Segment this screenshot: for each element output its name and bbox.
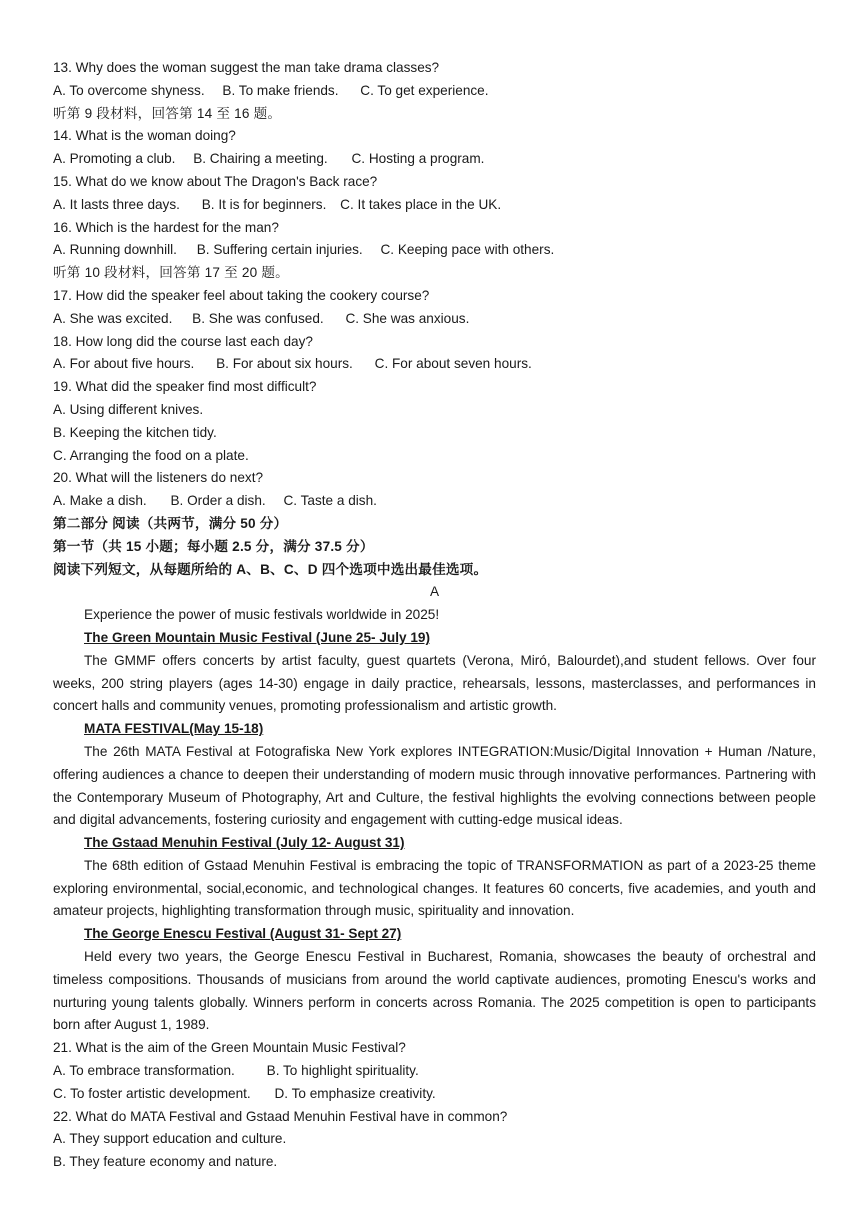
option-22-b: B. They feature economy and nature. xyxy=(53,1154,278,1170)
question-22: 22. What do MATA Festival and Gstaad Menuhin Festival have in common? xyxy=(53,1108,508,1124)
option-20-a: A. Make a dish. xyxy=(53,493,147,509)
option-21-c: C. To foster artistic development. xyxy=(53,1085,251,1101)
question-20: 20. What will the listeners do next? xyxy=(53,470,264,486)
option-18-b: B. For about six hours. xyxy=(216,356,353,372)
festival-text-mata: The 26th MATA Festival at Fotografiska New York explores INTEGRATION:Music/Digital Innovation + Human /Nature, offering audiences a chance to deepen their understanding of modern music through innovative performances. Partnering with the Contemporary Museum of Photography, Art and Culture, the festival highlights the evolving connections between people and digital advancements, fostering curiosity and engagement with cutting-edge musical ideas. xyxy=(53,743,816,828)
reading-part-title: 第二部分 阅读（共两节，满分 50 分） xyxy=(53,515,288,531)
festival-title-green-mountain: The Green Mountain Music Festival (June 25- July 19) xyxy=(84,629,430,645)
question-19: 19. What did the speaker find most difficult? xyxy=(53,379,317,395)
option-21-d: D. To emphasize creativity. xyxy=(274,1085,436,1101)
reading-section-title: 第一节（共 15 小题；每小题 2.5 分，满分 37.5 分） xyxy=(53,538,374,554)
reading-instructions: 阅读下列短文，从每题所给的 A、B、C、D 四个选项中选出最佳选项。 xyxy=(53,561,488,577)
options-21-row2 xyxy=(53,1083,816,1106)
option-13-a: A. To overcome shyness. xyxy=(53,82,205,98)
option-17-c: C. She was anxious. xyxy=(345,310,470,326)
option-21-b: B. To highlight spirituality. xyxy=(266,1063,419,1079)
option-18-c: C. For about seven hours. xyxy=(374,356,532,372)
option-16-b: B. Suffering certain injuries. xyxy=(196,242,363,258)
options-14 xyxy=(53,148,816,171)
festival-text-enescu: Held every two years, the George Enescu Festival in Bucharest, Romania, showcases the beauty of orchestral and timeless compositions. Thousands of musicians from around the world captivate audiences, promoting Enescu's works and nurturing young talents globally. Winners perform in concerts across Romania. The 2025 competition is open to participants born after August 1, 1989. xyxy=(53,949,816,1033)
option-17-b: B. She was confused. xyxy=(192,310,324,326)
option-21-a: A. To embrace transformation. xyxy=(53,1063,235,1079)
option-14-a: A. Promoting a club. xyxy=(53,151,176,167)
options-16 xyxy=(53,239,816,262)
option-20-c: C. Taste a dish. xyxy=(283,493,377,509)
question-14: 14. What is the woman doing? xyxy=(53,128,236,144)
option-16-c: C. Keeping pace with others. xyxy=(380,242,555,258)
passage-label: A xyxy=(429,584,440,600)
option-19-b: B. Keeping the kitchen tidy. xyxy=(53,424,217,440)
festival-text-green-mountain: The GMMF offers concerts by artist faculty, guest quartets (Verona, Miró, Balourdet),and student fellows. Over four weeks, 200 string players (ages 14-30) engage in daily practice, rehearsals, lessons, masterclasses, and performances in concert halls and community venues, promoting professionalism and artistic growth. xyxy=(53,652,816,714)
festival-title-gstaad: The Gstaad Menuhin Festival (July 12- August 31) xyxy=(84,835,405,851)
option-15-a: A. It lasts three days. xyxy=(53,196,180,212)
option-14-b: B. Chairing a meeting. xyxy=(193,151,328,167)
question-21: 21. What is the aim of the Green Mountain Music Festival? xyxy=(53,1040,406,1056)
options-18 xyxy=(53,353,816,376)
options-15 xyxy=(53,194,816,217)
section-10-heading: 听第 10 段材料，回答第 17 至 20 题。 xyxy=(53,265,289,281)
option-16-a: A. Running downhill. xyxy=(53,242,177,258)
option-20-b: B. Order a dish. xyxy=(170,493,266,509)
option-22-a: A. They support education and culture. xyxy=(53,1131,287,1147)
question-15: 15. What do we know about The Dragon's Back race? xyxy=(53,173,378,189)
options-17 xyxy=(53,308,816,331)
question-17: 17. How did the speaker feel about taking the cookery course? xyxy=(53,287,430,303)
question-13: 13. Why does the woman suggest the man take drama classes? xyxy=(53,60,440,75)
option-15-c: C. It takes place in the UK. xyxy=(340,196,502,212)
options-21-row1 xyxy=(53,1060,816,1083)
option-14-c: C. Hosting a program. xyxy=(351,151,485,167)
option-15-b: B. It is for beginners. xyxy=(201,196,327,212)
passage-intro: Experience the power of music festivals worldwide in 2025! xyxy=(84,607,440,623)
section-9-heading: 听第 9 段材料，回答第 14 至 16 题。 xyxy=(53,105,282,121)
option-17-a: A. She was excited. xyxy=(53,310,173,326)
option-19-c: C. Arranging the food on a plate. xyxy=(53,447,249,463)
option-19-a: A. Using different knives. xyxy=(53,401,204,417)
options-20 xyxy=(53,490,816,513)
festival-title-enescu: The George Enescu Festival (August 31- Sept 27) xyxy=(84,926,402,942)
option-18-a: A. For about five hours. xyxy=(53,356,195,372)
festival-title-mata: MATA FESTIVAL(May 15-18) xyxy=(84,721,264,737)
question-16: 16. Which is the hardest for the man? xyxy=(53,219,279,235)
option-13-c: C. To get experience. xyxy=(360,82,489,98)
options-13 xyxy=(53,80,816,103)
option-13-b: B. To make friends. xyxy=(222,82,339,98)
festival-text-gstaad: The 68th edition of Gstaad Menuhin Festival is embracing the topic of TRANSFORMATION as part of a 2023-25 theme exploring environmental, social,economic, and technological changes. It features 60 concerts, five academies, and youth and amateur projects, highlighting transformation through music, spirituality and innovation. xyxy=(53,857,816,919)
question-18: 18. How long did the course last each day? xyxy=(53,333,313,349)
